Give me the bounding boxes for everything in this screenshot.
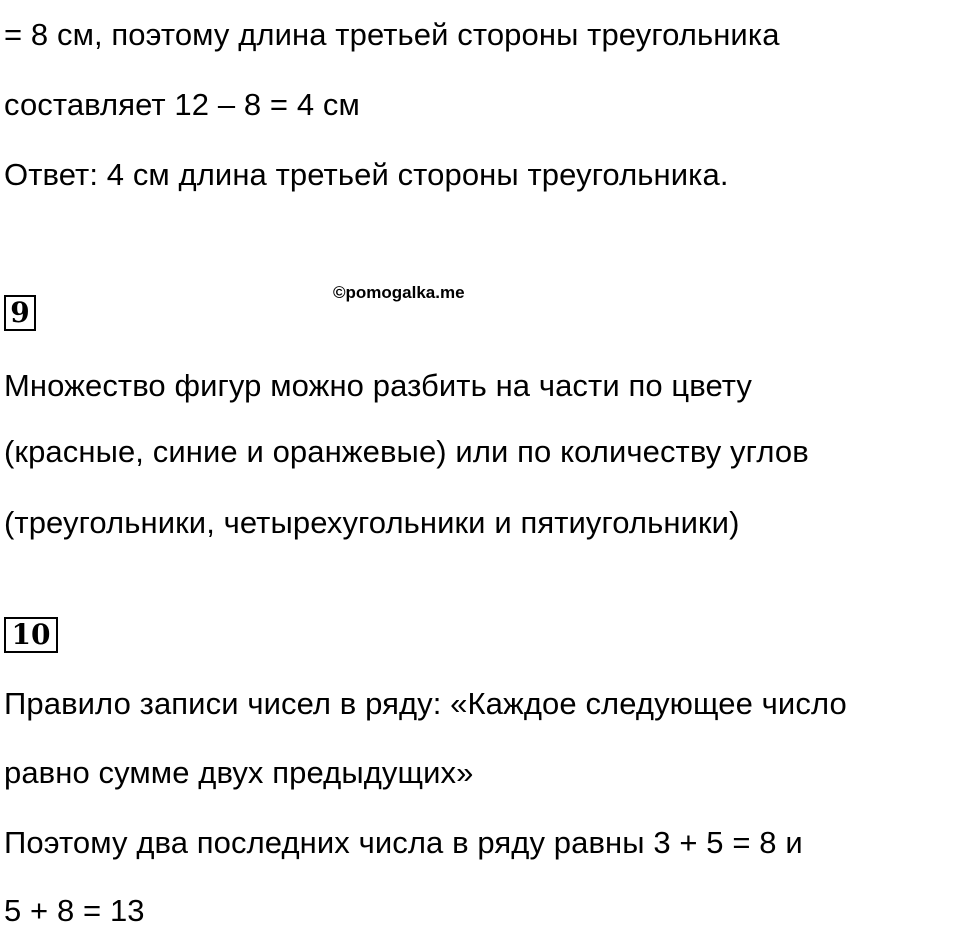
task-9-line-3: (треугольники, четырехугольники и пятиугольники) [4,505,740,540]
task-10-number-box: 10 [4,617,58,653]
task-10-line-1: Правило записи чисел в ряду: «Каждое следующее число [4,686,847,721]
task-10-line-2: равно сумме двух предыдущих» [4,755,474,790]
watermark: ©pomogalka.me [333,283,465,302]
task-10-line-4: 5 + 8 = 13 [4,893,145,928]
task-8-line-1: = 8 см, поэтому длина третьей стороны треугольника [4,17,780,52]
task-8-answer: Ответ: 4 см длина третьей стороны треугольника. [4,157,729,192]
task-9-line-2: (красные, синие и оранжевые) или по количеству углов [4,434,809,469]
task-9-line-1: Множество фигур можно разбить на части по цвету [4,368,753,403]
task-10-line-3: Поэтому два последних числа в ряду равны 3 + 5 = 8 и [4,825,803,860]
task-9-number-box: 9 [4,295,36,331]
task-8-line-2: составляет 12 – 8 = 4 см [4,87,360,122]
